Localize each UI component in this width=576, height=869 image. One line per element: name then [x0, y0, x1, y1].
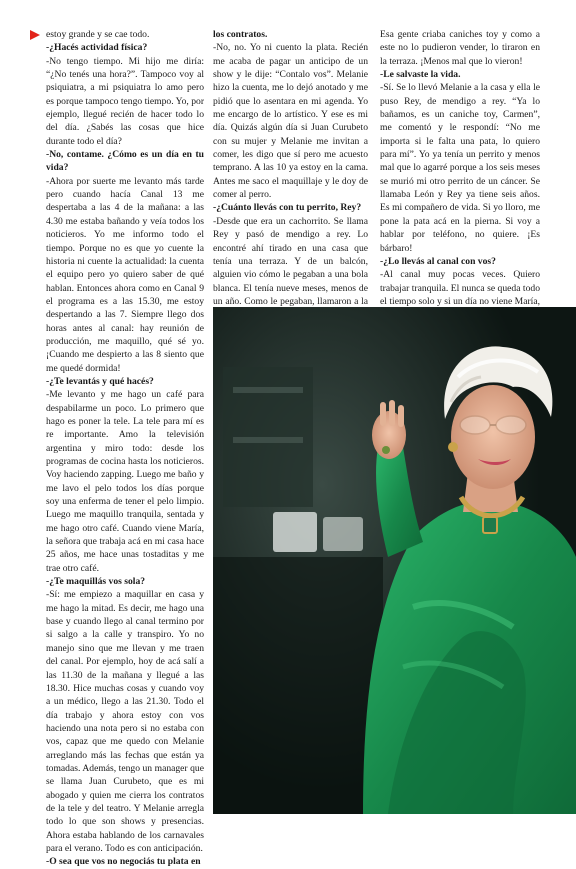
- red-arrow-icon: [30, 30, 40, 40]
- interview-answer: -No tengo tiempo. Mi hijo me diría: “¿No tenés una hora?”. Tampoco voy al psiquiatra, a mi psiquiatra lo amo pero es porque tampoco tengo tiempo. Yo, por ejemplo, llegué recién de hacer todo lo del día. ¿Sabés las cosas que hice durante todo el día?: [46, 55, 205, 147]
- interview-question: -No, contame. ¿Cómo es un día en tu vida?: [46, 149, 204, 174]
- interview-answer: -Al canal muy pocas veces. Quiero trabajar tranquila. El nunca se queda todo el tiempo solo y si un día no viene María,: [380, 269, 540, 307]
- interview-question: -¿Te maquillás vos sola?: [46, 576, 146, 588]
- interview-answer: -Me levanto y me hago un café para despabilarme un poco. Lo primero que hago es poner la tele. La tele para mí es re importante. Amo la televisión argentina y miro todo: desde los programas de cocina hasta los noticieros. Voy haciendo zapping. Luego me baño y me lavo el pelo todos los días porque soy una enferma de tener el pelo limpio. Luego me maquillo tranquila, sentada y me hago otro café. Cuando viene María, la señora que trabaja acá en mi casa hace 25 años, me hace unas tostaditas y me trae otro café.: [46, 389, 204, 574]
- interview-question: -¿Lo llevás al canal con vos?: [380, 255, 496, 267]
- interview-question: -¿Te levantás y qué hacés?: [46, 375, 154, 387]
- text-column-1: [46, 28, 204, 869]
- interview-question: -¿Cuánto llevás con tu perrito, Rey?: [213, 202, 362, 214]
- interview-answer: -Desde que era un cachorrito. Se llama Rey y pasó de mendigo a rey. Lo encontré ahí tirado en una casa que tenía una terraza. Y de un balcón, alguien vio cómo le pegaban a una bola blanca. El tenía nueve meses, menos de un año. Como le pegaban, llamaron a la: [213, 215, 368, 307]
- interview-question: -Le salvaste la vida.: [380, 69, 461, 81]
- interview-answer: estoy grande y se cae todo.: [46, 29, 150, 40]
- interview-answer: -Ahora por suerte me levanto más tarde pero cuando hacía Canal 13 me despertaba a las 4 de la mañana: a las 4.30 me estaba bañando y veía todos los noticieros. Yo me informo todo el tiempo. Porque no es que yo cuente la historia ni cuente la actualidad: la cuenta el equipo pero yo quiero saber de qué hablan. Entonces ahora como en Canal 9 el programa es a las 15.30, me estoy despertando a las 7. Siempre llego dos horas antes al canal: hay reunión de producción, me maquillo, qué sé yo. ¡Cuando me despierto a las 8 siento que me quedé dormida!: [46, 175, 204, 374]
- portrait-photo: [213, 307, 576, 814]
- interview-answer: -Sí. Se lo llevó Melanie a la casa y ella le puso Rey, de mendigo a rey. “Ya lo bañamos, es un caniche toy, Carmen”, me comentó y le respondí: “No me importa si le falta una pata, lo quiero para mí”. Yo ya tenía un perrito y menos mal que lo agarré porque a los seis meses se murió mi otro perrito de un cáncer. Se llamaba León y Rey ya tiene seis años. Es mi compañero de vida. Si yo lloro, me pone la pata acá en la pierna. Si voy a hablar por teléfono, no quiere. ¡Es bárbaro!: [380, 82, 540, 254]
- text-column-3: [380, 28, 540, 335]
- interview-question: los contratos.: [213, 29, 268, 40]
- interview-question: -O sea que vos no negociás tu plata en: [46, 856, 201, 868]
- text-column-2: [213, 28, 368, 348]
- portrait-illustration: [213, 307, 576, 814]
- interview-question: -¿Hacés actividad física?: [46, 42, 148, 54]
- interview-answer: Esa gente criaba caniches toy y como a este no lo pudieron vender, lo tiraron en la terraza. ¡Menos mal que lo vieron!: [380, 29, 540, 67]
- interview-answer: -Sí: me empiezo a maquillar en casa y me hago la mitad. Es decir, me hago una base y cuando llego al canal termino por si salgo a la calle y transpiro. Yo no manejo sino que me llevan y me traen del canal. Por ejemplo, hoy de acá salí a las 11.30 de la mañana y llegué a las 18.30. Hice muchas cosas y cuando voy a un médico, llego a las 21.30. Todo el día trabajo y ahora estoy con vos haciendo una nota pero si no estaba con vos, capaz que me quedo con Melanie arreglando más las fechas que están ya tomadas. Además, tengo un manager que se llama Juan Curubeto, que es mi abogado y quien me cierra los contratos de la tele y del teatro. Y Melanie arregla todo lo que son shows y presencias. Ahora estaba hablando de los carnavales para el verano. Todo es con anticipación.: [46, 589, 204, 854]
- interview-answer: -No, no. Yo ni cuento la plata. Recién me acaba de pagar un anticipo de un show y le dije: “Contalo vos”. Melanie hizo la cuenta, me lo dejó anotado y me pidió que lo asentara en mi agenda. Yo me encargo de lo artístico. Y ese es mi día. Quizás algún día si Juan Curubeto con su mujer y Melanie me invitan a comer, les digo que sí pero me acuesto temprano. A las 10 ya estoy en la cama. Antes me saco el maquillaje y le doy de comer al perro.: [213, 42, 368, 201]
